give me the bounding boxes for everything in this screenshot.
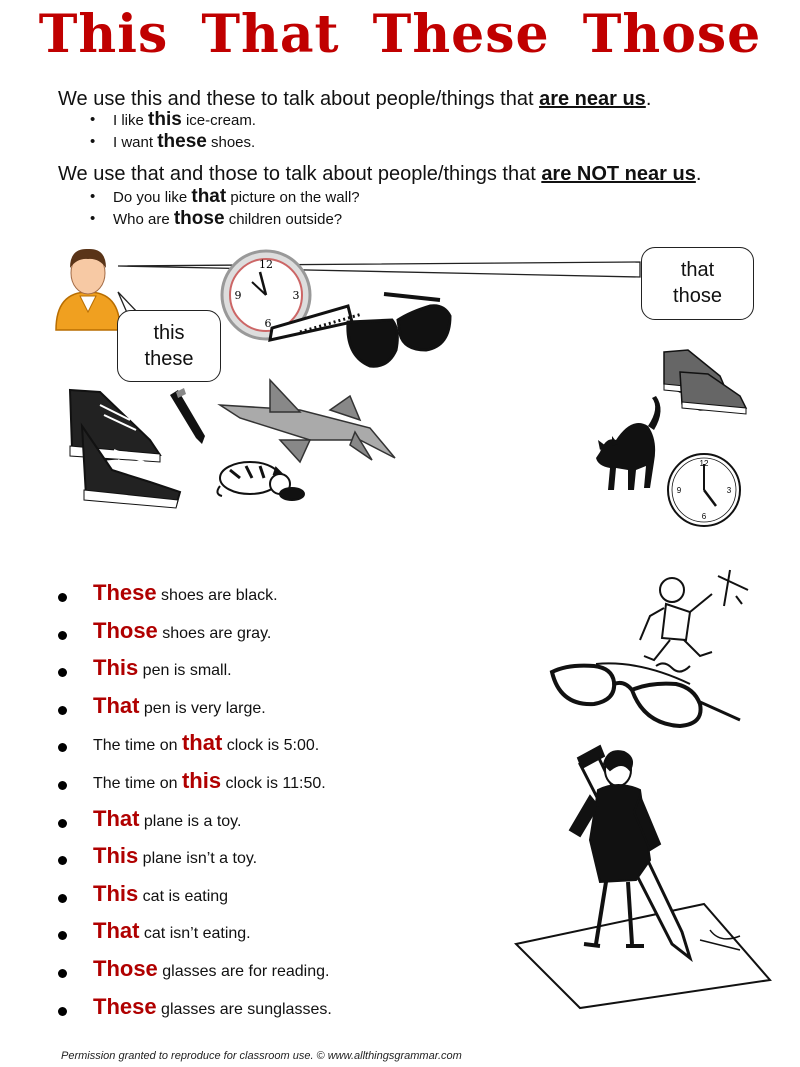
list-item	[58, 956, 332, 994]
example-text: I want	[113, 134, 158, 151]
sentence-keyword: Those	[93, 617, 158, 643]
rule-far-end: .	[695, 163, 702, 185]
bullet-dot	[58, 819, 67, 828]
sentence-keyword: that	[181, 730, 223, 756]
bullet-dot	[58, 706, 67, 715]
sentence-text: The time on	[93, 774, 182, 792]
example-text: shoes.	[206, 134, 256, 151]
footer-credit: Permission granted to reproduce for classroom use. © www.allthingsgrammar.com	[61, 1050, 462, 1062]
person-icon	[56, 249, 120, 330]
clock-number: 3	[726, 486, 732, 495]
sentence-text: pen is very large.	[139, 699, 266, 717]
sentence-text: shoes are black.	[156, 587, 278, 604]
bullet-dot	[58, 894, 67, 903]
bullet-dot	[58, 931, 67, 940]
rule-far-emphasis: are NOT near us	[541, 163, 696, 185]
clock-number: 12	[259, 258, 273, 271]
example-keyword: those	[173, 208, 225, 229]
rule-near-emphasis: are near us	[539, 88, 646, 110]
sentence-keyword: That	[93, 918, 140, 944]
sentence-text: glasses are for reading.	[157, 962, 330, 980]
example-text: picture on the wall?	[226, 189, 360, 206]
sentence-text: clock is 11:50.	[221, 774, 326, 792]
bubble-line: this	[153, 322, 185, 344]
list-item	[58, 730, 332, 768]
clock-number: 6	[264, 317, 272, 330]
sentence-keyword: That	[93, 805, 140, 831]
bullet-dot	[58, 593, 67, 602]
bullet-dot	[58, 1007, 67, 1016]
rule-near-end: .	[645, 88, 652, 110]
page-title: This That These Those	[38, 4, 762, 65]
bubble-line: these	[144, 348, 194, 370]
bullet-dot	[58, 856, 67, 865]
clock-number: 3	[292, 289, 300, 302]
clock-number: 12	[699, 459, 709, 468]
sentence-keyword: These	[93, 993, 157, 1019]
bullet-dot	[58, 781, 67, 790]
list-item	[58, 918, 332, 956]
sentence-text: The time on	[93, 737, 182, 755]
list-item	[58, 881, 332, 919]
example-keyword: this	[148, 109, 182, 130]
small-clock-icon	[668, 454, 740, 526]
bullet-dot	[58, 743, 67, 752]
list-item	[58, 843, 332, 881]
sentence-keyword: This	[93, 655, 139, 681]
list-item	[58, 768, 332, 806]
list-item	[58, 693, 332, 731]
sentence-keyword: That	[93, 692, 140, 718]
sentence-text: glasses are sunglasses.	[156, 1000, 332, 1018]
list-item	[58, 994, 332, 1032]
toy-plane-kid-icon	[640, 570, 748, 672]
bubble-line: those	[673, 285, 722, 307]
sentence-keyword: These	[93, 580, 157, 605]
sentence-text: shoes are gray.	[157, 624, 272, 642]
example-keyword: these	[157, 131, 207, 152]
sentence-text: cat is eating	[138, 887, 229, 905]
bullet-dot	[58, 668, 67, 677]
example-text: I like	[113, 112, 149, 129]
clock-number: 6	[701, 512, 707, 521]
example-text: Who are	[113, 211, 174, 228]
rule-far-text: We use that and those to talk about people/things that	[58, 163, 542, 185]
sentence-text: plane is a toy.	[139, 812, 242, 830]
sentence-text: pen is small.	[138, 662, 232, 680]
list-item	[58, 618, 332, 656]
example-text: Do you like	[113, 189, 192, 206]
sentence-list	[58, 580, 332, 1031]
sentence-keyword: This	[93, 880, 139, 906]
sneakers-icon	[70, 390, 180, 508]
example-text: children outside?	[224, 211, 343, 228]
sentence-keyword: Those	[93, 955, 158, 981]
sentence-keyword: This	[93, 843, 139, 869]
speech-line-far	[118, 262, 640, 277]
bullet-dot	[58, 969, 67, 978]
cat-eating-icon	[217, 462, 304, 500]
pen-icon	[170, 388, 205, 444]
speech-bubble-far	[641, 247, 754, 320]
rule-near-text: We use this and these to talk about people/things that	[58, 88, 540, 110]
bullet-dot	[58, 631, 67, 640]
example-keyword: that	[191, 186, 227, 207]
sneakers-far-icon	[664, 350, 746, 414]
reading-glasses-icon	[552, 663, 740, 726]
fighter-jet-icon	[220, 380, 395, 462]
list-item	[58, 580, 332, 618]
sentence-text: plane isn’t a toy.	[138, 850, 258, 868]
speech-bubble-near	[117, 310, 221, 382]
list-item	[58, 806, 332, 844]
clock-number: 9	[676, 486, 682, 495]
sentence-text: clock is 5:00.	[222, 737, 320, 755]
giant-pen-woman-icon	[516, 746, 770, 1008]
cat-arched-icon	[596, 396, 661, 490]
bubble-line: that	[680, 259, 715, 281]
list-item	[58, 655, 332, 693]
sentence-text: cat isn’t eating.	[139, 925, 251, 943]
sentence-keyword: this	[181, 767, 222, 793]
clock-number: 9	[234, 289, 242, 302]
example-text: ice-cream.	[181, 112, 256, 129]
